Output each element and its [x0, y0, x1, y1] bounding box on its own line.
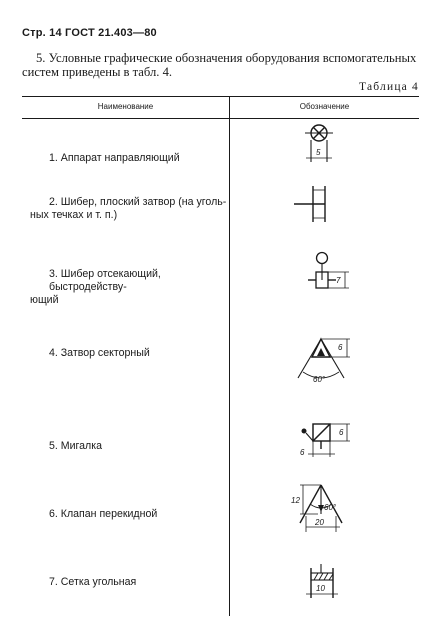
column-header-symbol: Обозначение [299, 102, 350, 111]
row-4-name-line1: 4. Затвор секторный [49, 347, 150, 359]
dim-4-a: 6 [338, 343, 343, 352]
symbol-sector-gate [298, 339, 350, 384]
dim-1-a: 5 [316, 148, 321, 157]
symbol-flat-gate [294, 186, 325, 222]
symbol-flip-valve [291, 485, 342, 532]
table-caption: Таблица 4 [359, 81, 419, 93]
symbol-shutoff-gate [308, 253, 349, 289]
intro-paragraph: 5. Условные графические обозначения оборудования вспомогательных систем приведены в табл. 4. [22, 51, 417, 79]
column-header-name: Наименование [97, 102, 154, 111]
symbol-coal-mesh [306, 564, 338, 598]
row-6-name-line1: 6. Клапан перекидной [49, 508, 158, 520]
dim-5-a: 6 [339, 428, 344, 437]
dim-7-a: 10 [316, 584, 325, 593]
dim-6-c: 20 [315, 518, 324, 527]
row-5-name-line1: 5. Мигалка [49, 440, 102, 452]
row-1-name-line1: 1. Аппарат направляющий [49, 152, 180, 164]
page-header: Стр. 14 ГОСТ 21.403—80 [22, 27, 157, 39]
row-2-name-line2: ных течках и т. п.) [30, 209, 118, 221]
symbol-guide-apparatus [305, 125, 333, 162]
dim-6-b: 60° [324, 503, 337, 512]
symbol-flasher [300, 424, 350, 457]
row-2-name-line1: 2. Шибер, плоский затвор (на уголь- [49, 196, 227, 208]
dim-5-b: 6 [300, 448, 305, 457]
dim-4-b: 60° [313, 375, 326, 384]
row-7-name-line1: 7. Сетка угольная [49, 576, 137, 588]
dim-6-a: 12 [291, 496, 300, 505]
row-3-name-line1: 3. Шибер отсекающий, быстродейству- [49, 268, 161, 293]
row-3-name-line2: ющий [30, 294, 59, 306]
dim-3-a: 7 [336, 276, 341, 285]
